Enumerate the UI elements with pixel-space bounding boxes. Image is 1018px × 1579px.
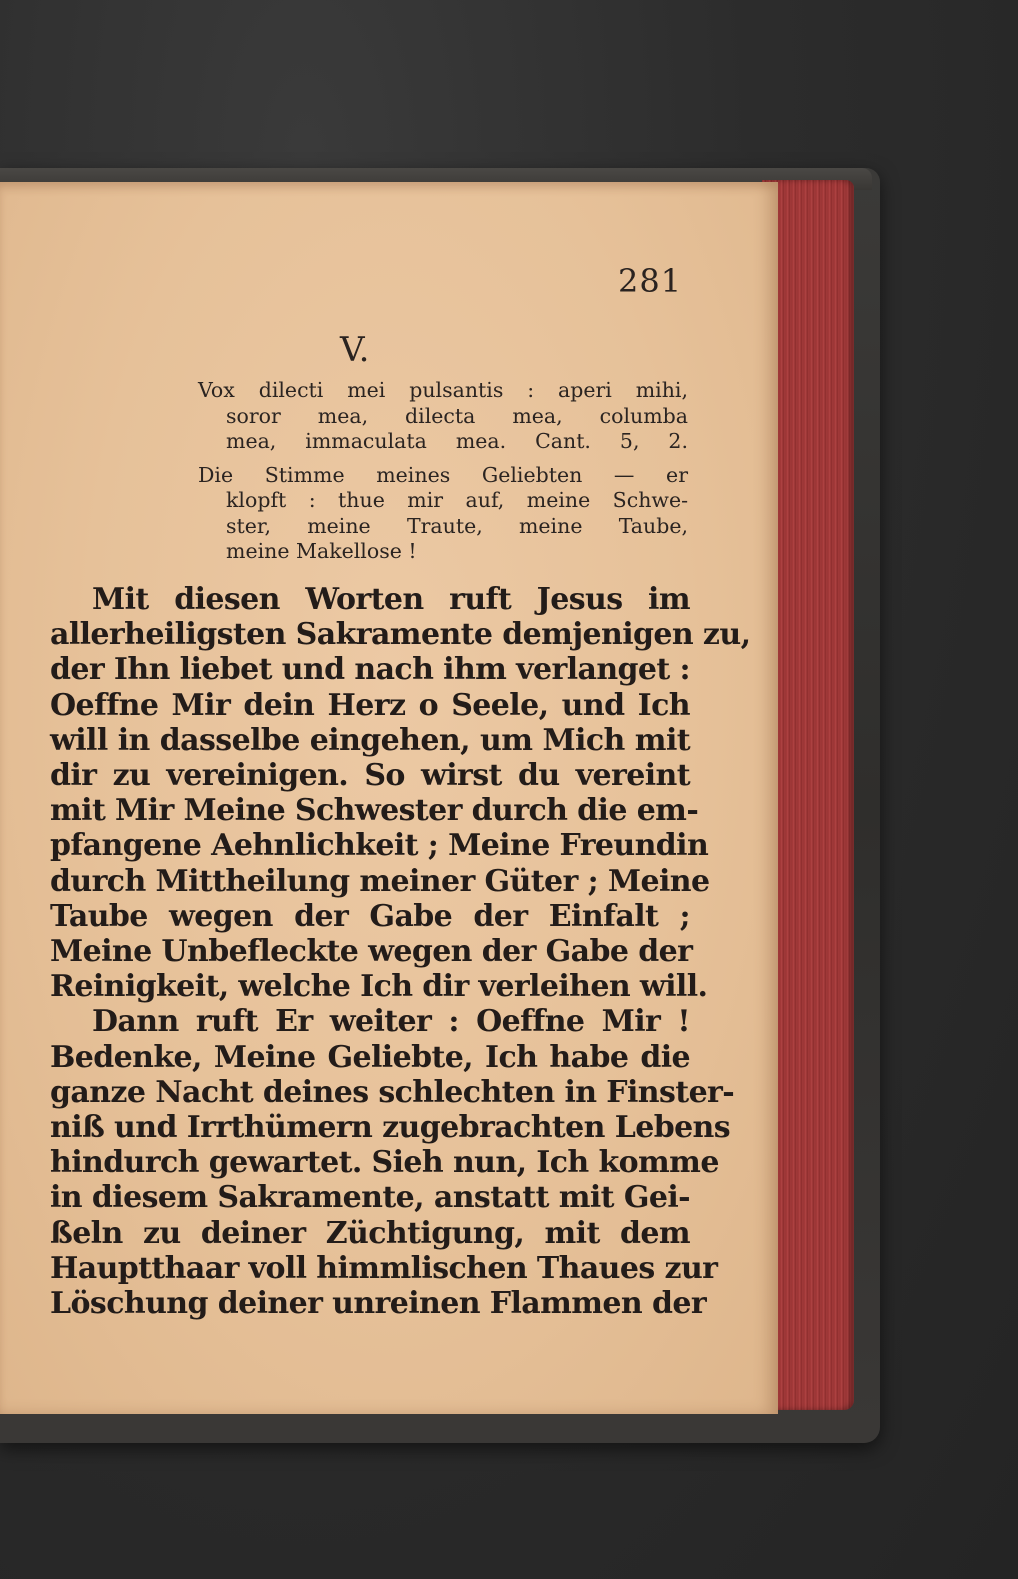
body-line: dir zu vereinigen. So wirst du vereint bbox=[50, 758, 690, 794]
section-heading: V. bbox=[340, 330, 370, 370]
epigraph-latin-line: Vox dilecti mei pulsantis : aperi mihi, bbox=[198, 378, 688, 402]
body-line: hindurch gewartet. Sieh nun, Ich komme bbox=[50, 1145, 719, 1181]
body-line: niß und Irrthümern zugebrachten Lebens bbox=[50, 1110, 731, 1146]
body-line: Meine Unbefleckte wegen der Gabe der bbox=[50, 934, 693, 970]
epigraph-german-line: meine Makellose ! bbox=[226, 539, 417, 563]
epigraph-latin-line: soror mea, dilecta mea, columba bbox=[226, 403, 688, 428]
body-line: Taube wegen der Gabe der Einfalt ; bbox=[50, 898, 690, 934]
body-line: allerheiligsten Sakramente demjenigen zu, bbox=[50, 617, 751, 653]
body-line: mit Mir Meine Schwester durch die em- bbox=[50, 793, 699, 829]
body-line: Dann ruft Er weiter : Oeffne Mir ! bbox=[92, 1004, 690, 1040]
body-line: durch Mittheilung meiner Güter ; Meine bbox=[50, 863, 710, 899]
body-line: Löschung deiner unreinen Flammen der bbox=[50, 1286, 707, 1322]
epigraph-german-line: ster, meine Traute, meine Taube, bbox=[226, 513, 688, 538]
epigraph bbox=[198, 378, 688, 565]
body-line: will in dasselbe eingehen, um Mich mit bbox=[50, 722, 690, 758]
body-line: ßeln zu deiner Züchtigung, mit dem bbox=[50, 1215, 690, 1251]
body-line: pfangene Aehnlichkeit ; Meine Freundin bbox=[50, 828, 709, 864]
body-text bbox=[50, 582, 751, 1322]
epigraph-latin-line: mea, immaculata mea. Cant. 5, 2. bbox=[226, 429, 688, 453]
body-line: Hauptthaar voll himmlischen Thaues zur bbox=[50, 1250, 718, 1286]
body-line: Bedenke, Meine Geliebte, Ich habe die bbox=[50, 1039, 690, 1075]
body-line: der Ihn liebet und nach ihm verlanget : bbox=[50, 652, 690, 688]
body-line: Oeffne Mir dein Herz o Seele, und Ich bbox=[50, 687, 690, 723]
epigraph-german-line: Die Stimme meines Geliebten — er bbox=[198, 462, 688, 487]
body-line: in diesem Sakramente, anstatt mit Gei- bbox=[50, 1180, 690, 1216]
epigraph-german-line: klopft : thue mir auf, meine Schwe- bbox=[226, 488, 688, 512]
body-line: Mit diesen Worten ruft Jesus im bbox=[92, 582, 690, 617]
body-line: ganze Nacht deines schlechten in Finster- bbox=[50, 1074, 735, 1110]
body-line: Reinigkeit, welche Ich dir verleihen will. bbox=[50, 969, 708, 1005]
page-number: 281 bbox=[618, 262, 683, 300]
